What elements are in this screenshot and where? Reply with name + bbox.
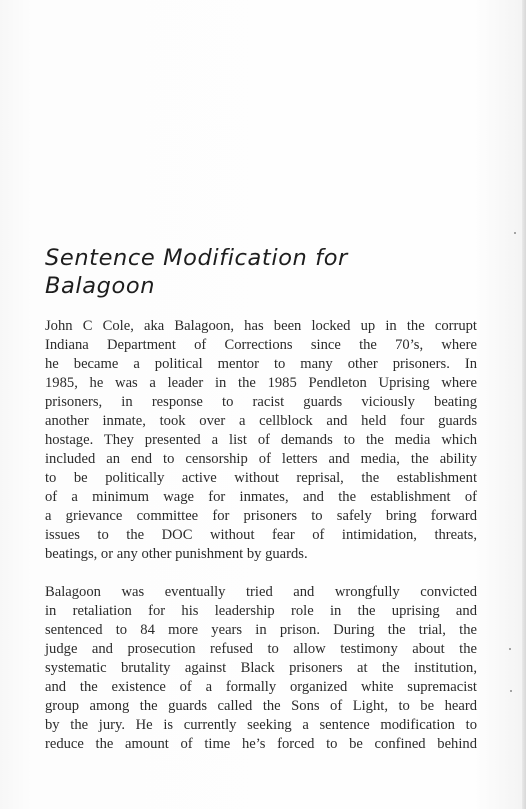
text-line: group among the guards called the Sons of Light, to be heard (45, 698, 477, 714)
text-line: issues to the DOC without fear of intimidation, threats, (45, 527, 477, 543)
text-line: Balagoon was eventually tried and wrongfully convicted (45, 584, 477, 600)
text-line: sentenced to 84 more years in prison. During the trial, the (45, 622, 477, 638)
text-line: hostage. They presented a list of demands to the media which (45, 432, 477, 448)
text-line: prisoners, in response to racist guards viciously beating (45, 394, 477, 410)
text-line: 1985, he was a leader in the 1985 Pendleton Uprising where (45, 375, 477, 391)
text-line: John C Cole, aka Balagoon, has been locked up in the corrupt (45, 318, 477, 334)
text-line: to be politically active without reprisal, the establishment (45, 470, 477, 486)
text-line: another inmate, took over a cellblock and held four guards (45, 413, 477, 429)
text-line: of a minimum wage for inmates, and the establishment of (45, 489, 477, 505)
text-line: by the jury. He is currently seeking a sentence modification to (45, 717, 477, 733)
text-line: judge and prosecution refused to allow testimony about the (45, 641, 477, 657)
text-line: included an end to censorship of letters and media, the ability (45, 451, 477, 467)
text-line: Indiana Department of Corrections since the 70’s, where (45, 337, 477, 353)
scan-speck (514, 232, 516, 234)
scan-speck (510, 690, 512, 692)
article-title-line: Balagoon (45, 273, 156, 299)
scan-speck (509, 648, 511, 650)
text-line: he became a political mentor to many other prisoners. In (45, 356, 477, 372)
text-line: a grievance committee for prisoners to safely bring forward (45, 508, 477, 524)
text-line: and the existence of a formally organized white supremacist (45, 679, 477, 695)
text-line: beatings, or any other punishment by guards. (45, 546, 308, 562)
text-line: systematic brutality against Black prisoners at the institution, (45, 660, 477, 676)
article-title (45, 244, 485, 300)
paragraph-2 (45, 583, 477, 754)
paragraph-1 (45, 317, 477, 564)
text-line: reduce the amount of time he’s forced to be confined behind (45, 736, 477, 752)
article-title-line: Sentence Modification for (45, 245, 348, 271)
page-edge-shadow (522, 0, 526, 809)
text-line: in retaliation for his leadership role in the uprising and (45, 603, 477, 619)
